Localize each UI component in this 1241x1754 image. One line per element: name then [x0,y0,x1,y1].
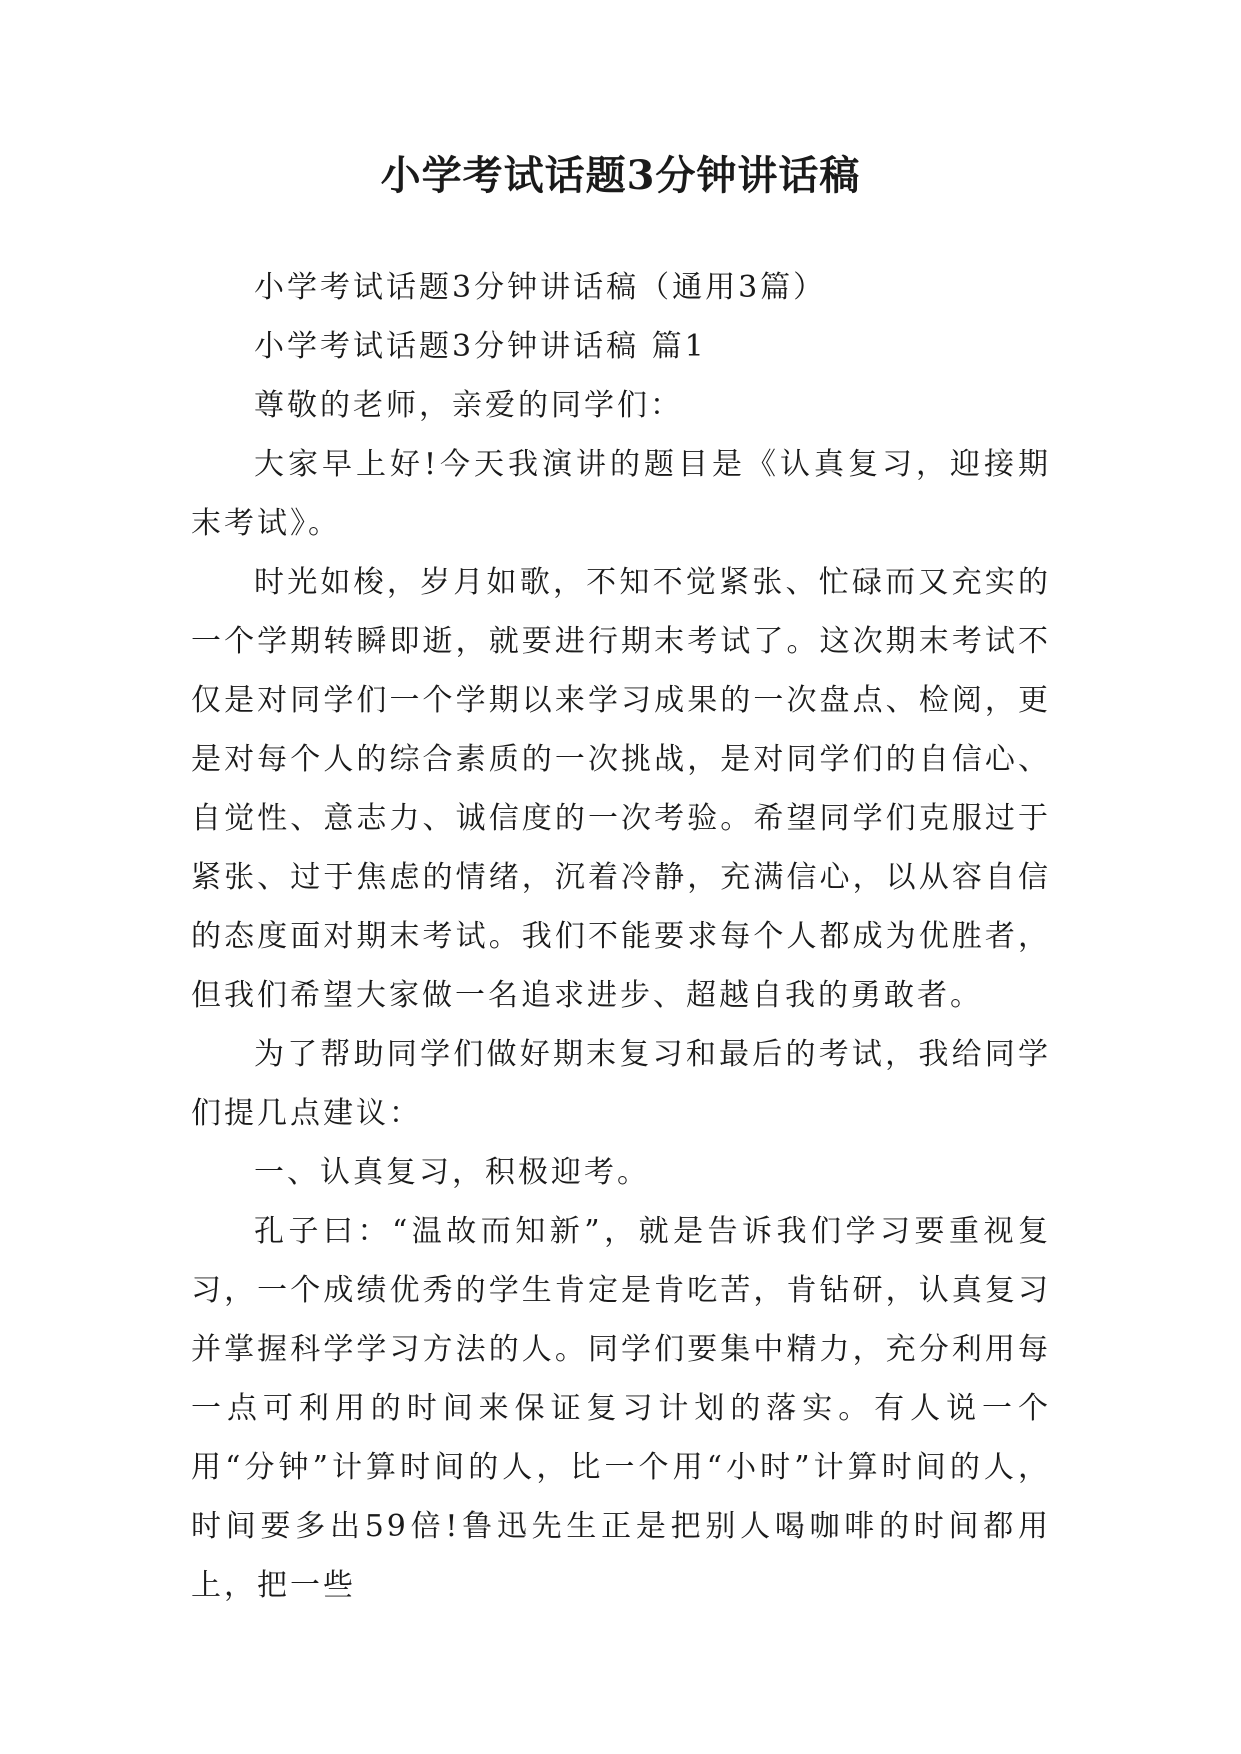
paragraph-body: 孔子曰：“温故而知新”，就是告诉我们学习要重视复习，一个成绩优秀的学生肯定是肯吃苦，肯钻研，认真复习并掌握科学学习方法的人。同学们要集中精力，充分利用每一点可利用的时间来保证复习计划的落实。有人说一个用“分钟”计算时间的人，比一个用“小时”计算时间的人，时间要多出59倍!鲁迅先生正是把别人喝咖啡的时间都用上，把一些 [191,1214,1051,1603]
paragraph-subtitle: 小学考试话题3分钟讲话稿（通用3篇） [254,270,827,305]
paragraph-point-heading: 一、认真复习，积极迎考。 [254,1155,650,1190]
paragraph-salutation: 尊敬的老师，亲爱的同学们： [254,388,683,423]
paragraph-body: 时光如梭，岁月如歌，不知不觉紧张、忙碌而又充实的一个学期转瞬即逝，就要进行期末考试了。这次期末考试不仅是对同学们一个学期以来学习成果的一次盘点、检阅，更是对每个人的综合素质的一次挑战，是对同学们的自信心、自觉性、意志力、诚信度的一次考验。希望同学们克服过于紧张、过于焦虑的情绪，沉着冷静，充满信心，以从容自信的态度面对期末考试。我们不能要求每个人都成为优胜者，但我们希望大家做一名追求进步、超越自我的勇敢者。 [191,565,1051,1013]
document-title: 小学考试话题3分钟讲话稿 [380,152,861,199]
paragraph-section-heading: 小学考试话题3分钟讲话稿 篇1 [254,329,707,364]
paragraph-greeting: 大家早上好!今天我演讲的题目是《认真复习，迎接期末考试》。 [191,447,1051,541]
document-body [191,258,1051,1615]
paragraph-body: 为了帮助同学们做好期末复习和最后的考试，我给同学们提几点建议： [191,1037,1051,1131]
